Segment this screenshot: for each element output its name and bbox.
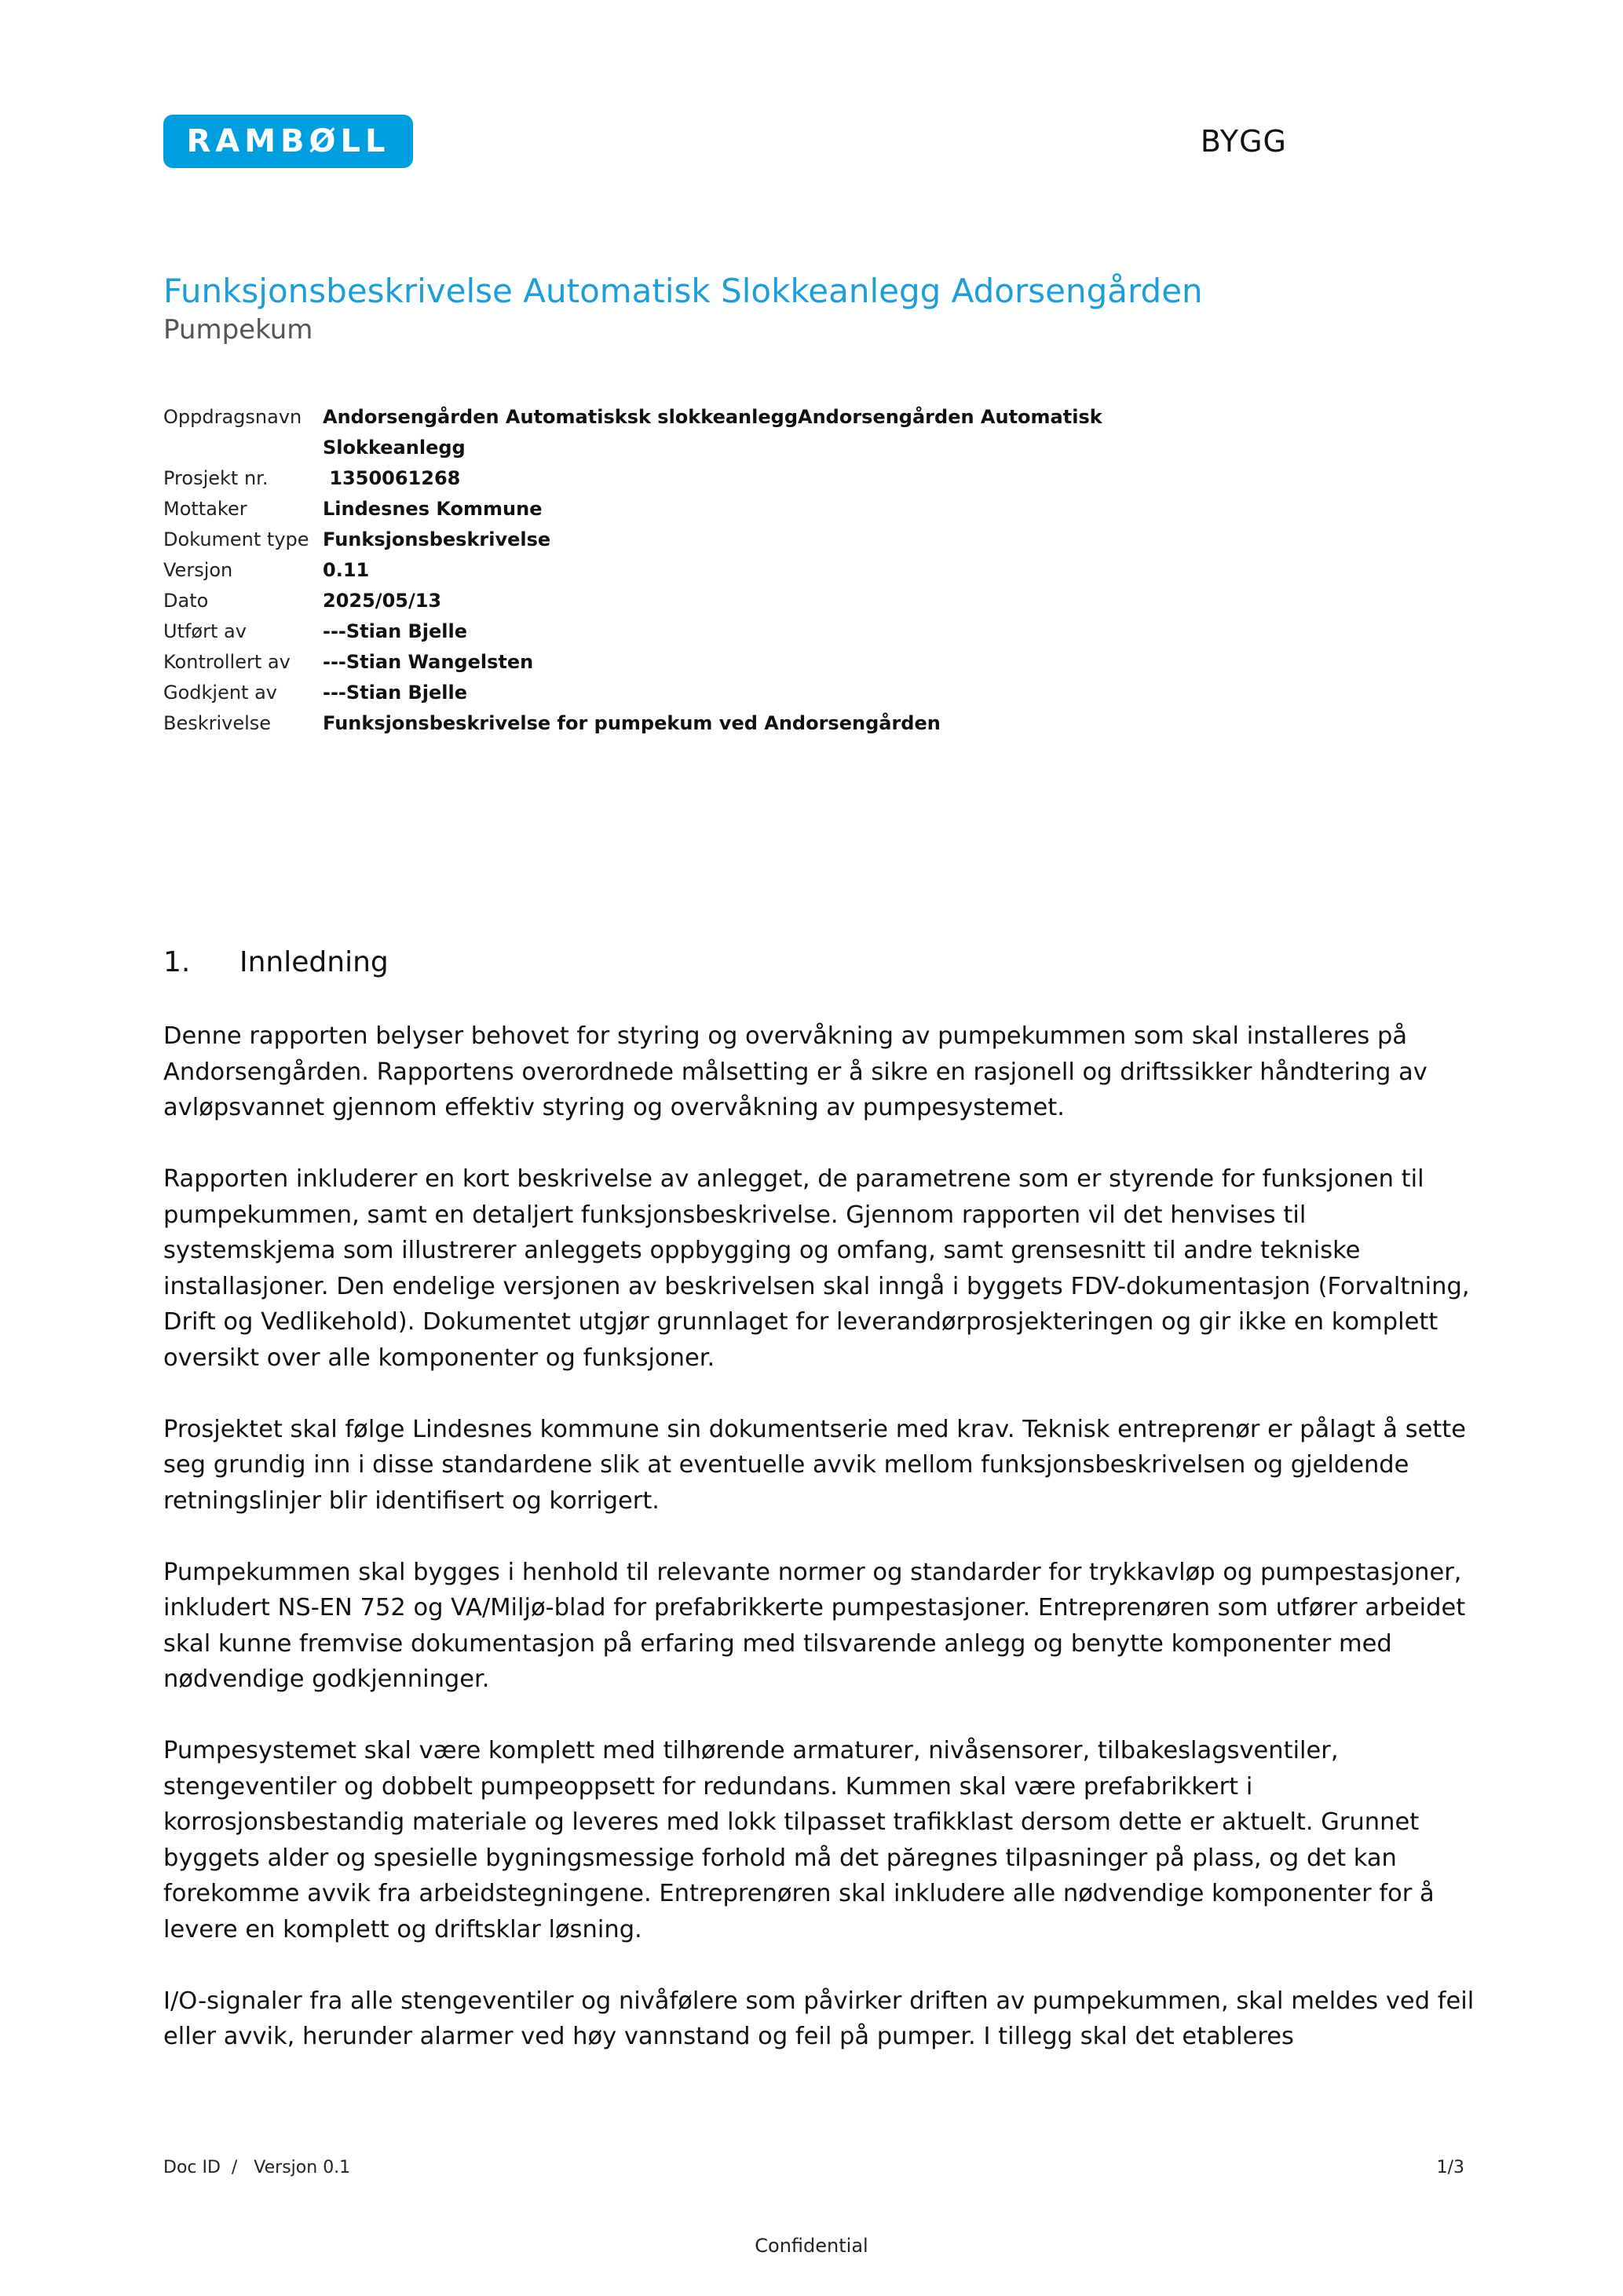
metadata-label: Beskrivelse [163,712,272,734]
metadata-row [163,555,1467,586]
paragraph: Pumpekummen skal bygges i henhold til relevante normer og standarder for trykkavløp og pumpestasjoner, inkludert NS-EN 752 og VA/Miljø-blad for prefabrikkerte pumpestasjoner. Entreprenøren som utfører arbeidet skal kunne fremvise dokumentasjon på erfaring med tilsvarende anlegg og benytte komponenter med nødvendige godkjenninger. [163,1558,1466,1693]
paragraph: Denne rapporten belyser behovet for styring og overvåkning av pumpekummen som skal installeres på Andorsengården. Rapportens overordnede målsetting er å sikre en rasjonell og driftssikker håndtering av avløpsvannet gjennom effektiv styring og overvåkning av pumpesystemet. [163,1022,1427,1121]
metadata-row [163,616,1467,647]
section-title: Innledning [239,946,389,978]
metadata-label: Prosjekt nr. [163,467,269,489]
section-heading [163,946,389,978]
confidentiality-label: Confidential [755,2235,868,2257]
ramboll-logo: RAMBØLL [163,115,413,168]
section-number: 1. [163,946,191,978]
paragraph: I/O-signaler fra alle stengeventiler og nivåfølere som påvirker driften av pumpekummen, skal meldes ved feil eller avvik, herunder alarmer ved høy vannstand og feil på pumper. I tillegg skal det etableres [163,1987,1475,2050]
paragraph: Prosjektet skal følge Lindesnes kommune sin dokumentserie med krav. Teknisk entreprenør er pålagt å sette seg grundig inn i disse standardene slik at eventuelle avvik mellom funksjonsbeskrivelsen og gjeldende retningslinjer blir identifisert og korrigert. [163,1415,1467,1515]
paragraph: Rapporten inkluderer en kort beskrivelse av anlegget, de parametrene som er styrende for funksjonen til pumpekummen, samt en detaljert funksjonsbeskrivelse. Gjennom rapporten vil det henvises til systemskjema som illustrerer anleggets oppbygging og omfang, samt grensesnitt til andre tekniske installasjoner. Den endelige versjonen av beskrivelsen skal inngå i byggets FDV-dokumentasjon (Forvaltning, Drift og Vedlikehold). Dokumentet utgjør grunnlaget for leverandørprosjekteringen og gir ikke en komplett oversikt over alle komponenter og funksjoner. [163,1165,1470,1372]
metadata-value: Funksjonsbeskrivelse for pumpekum ved Andorsengården [323,712,941,734]
metadata-label: Mottaker [163,498,247,520]
paragraph: Pumpesystemet skal være komplett med tilhørende armaturer, nivåsensorer, tilbakeslagsventiler, stengeventiler og dobbelt pumpeoppsett for redundans. Kummen skal være prefabrikkert i korrosjonsbestandig materiale og leveres med lokk tilpasset trafikklast dersom dette er aktuelt. Grunnet byggets alder og spesielle bygningsmessige forhold må det păregnes tilpasninger på plass, og det kan forekomme avvik fra arbeidstegningene. Entreprenøren skal inkludere alle nødvendige komponenter for å levere en komplett og driftsklar løsning. [163,1737,1435,1943]
metadata-row [163,586,1467,616]
metadata-value: ---Stian Bjelle [323,682,468,704]
document-subtitle: Pumpekum [163,314,313,345]
document-title: Funksjonsbeskrivelse Automatisk Slokkeanlegg Adorsengården [163,272,1203,310]
metadata-row [163,525,1467,555]
metadata-label: Versjon [163,559,233,581]
metadata-label: Dokument type [163,528,309,550]
metadata-value: 2025/05/13 [323,590,442,612]
metadata-label: Kontrollert av [163,651,291,673]
footer-doc-info: Doc ID / Versjon 0.1 [163,2158,351,2177]
metadata-value: Andorsengården Automatisksk slokkeanleggAndorsengården Automatisk Slokkeanlegg [323,406,1102,459]
metadata-value: Funksjonsbeskrivelse [323,528,551,550]
metadata-row [163,678,1467,708]
department-label: BYGG [1200,124,1287,159]
metadata-value: ---Stian Wangelsten [323,651,534,673]
metadata-value: 1350061268 [323,467,461,489]
metadata-label: Utført av [163,620,247,642]
metadata-row [163,708,1467,739]
metadata-table [163,402,1467,739]
page-number: 1/3 [1436,2158,1464,2177]
metadata-label: Godkjent av [163,682,278,704]
metadata-label: Oppdragsnavn [163,406,302,428]
section-body [163,1018,1482,2090]
metadata-row [163,494,1467,525]
metadata-row [163,463,1467,494]
metadata-value: Lindesnes Kommune [323,498,543,520]
metadata-row [163,402,1467,463]
metadata-value: ---Stian Bjelle [323,620,468,642]
metadata-row [163,647,1467,678]
metadata-label: Dato [163,590,209,612]
metadata-value: 0.11 [323,559,370,581]
